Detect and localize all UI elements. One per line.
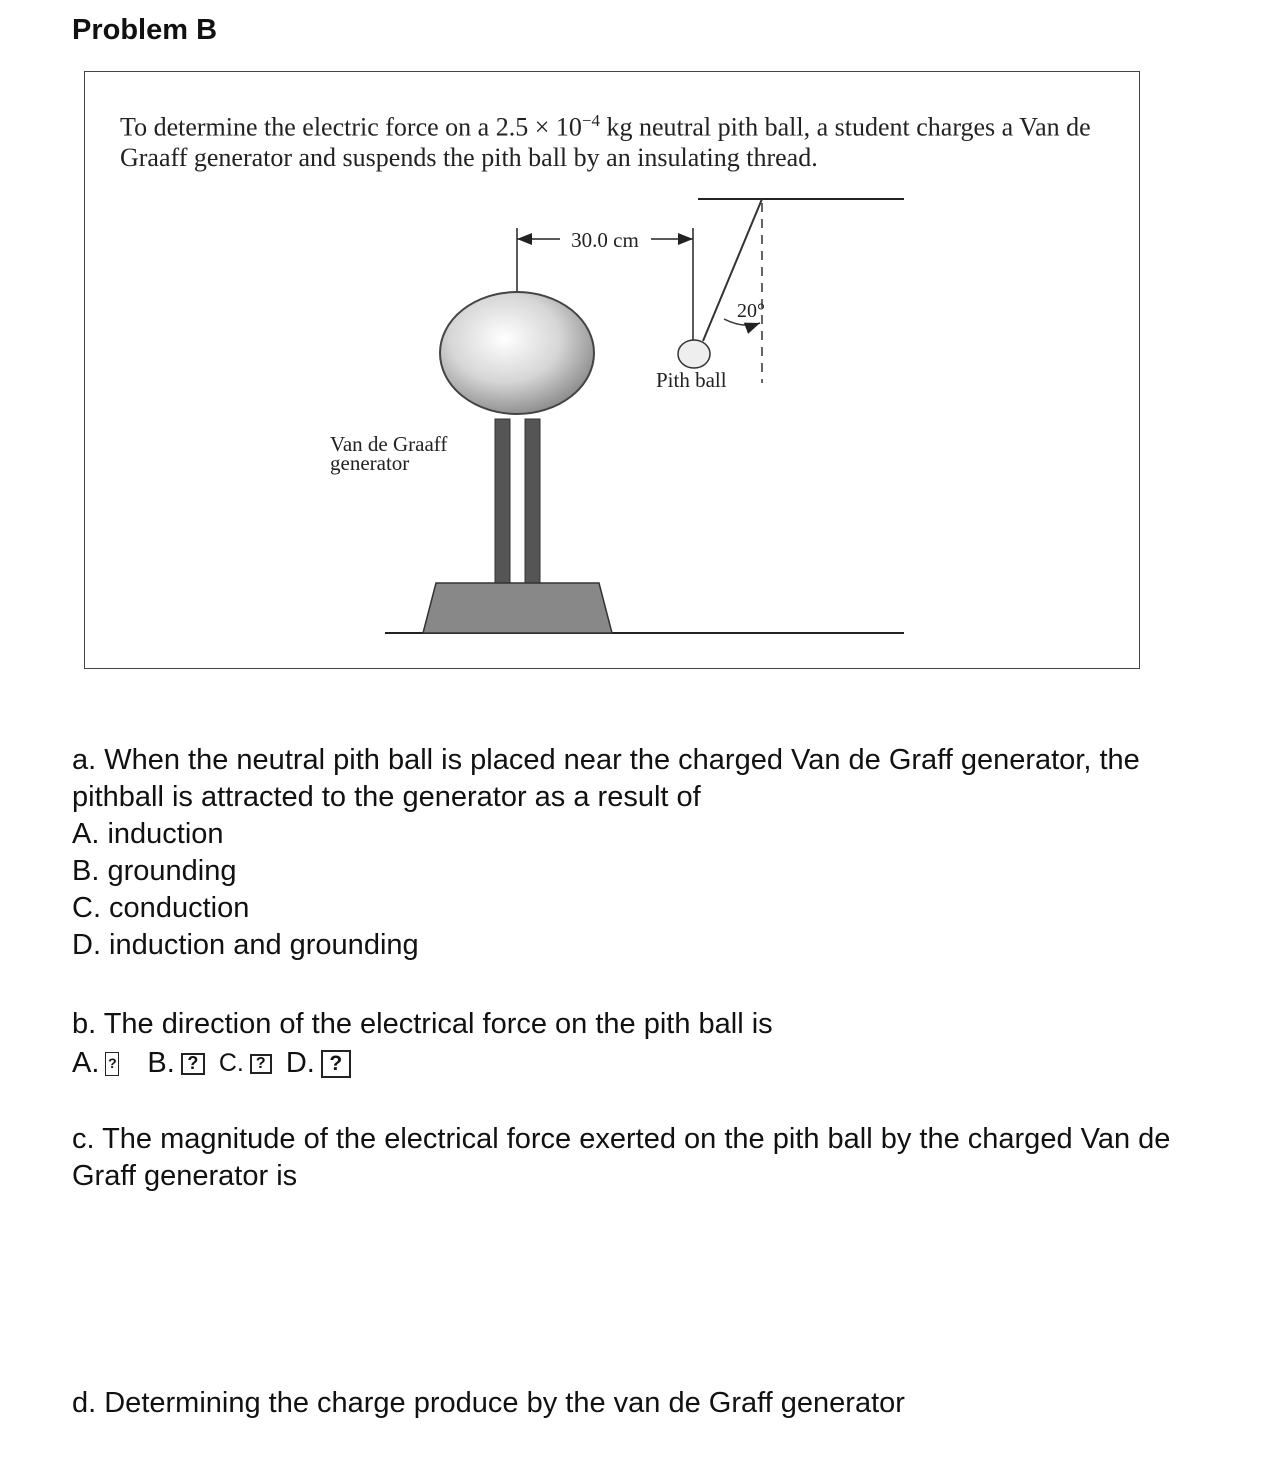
- choice-label: A.: [72, 1047, 100, 1079]
- question-b: [72, 1006, 1212, 1082]
- generator-sphere: [440, 292, 594, 414]
- pith-ball-label: Pith ball: [656, 368, 727, 392]
- generator-base: [423, 583, 612, 633]
- generator-label-line2: generator: [330, 451, 410, 475]
- question-b-choice-c[interactable]: [219, 1045, 272, 1082]
- choice-label: B.: [147, 1047, 175, 1079]
- missing-glyph-icon: ?: [105, 1052, 119, 1076]
- question-a: [72, 742, 1212, 964]
- question-a-prompt: a. When the neutral pith ball is placed near the charged Van de Graff generator, the pithball is attracted to the generator as a result of: [72, 744, 1140, 813]
- missing-glyph-icon: ?: [250, 1054, 272, 1074]
- question-a-option[interactable]: C. conduction: [72, 892, 250, 924]
- missing-glyph-icon: ?: [321, 1050, 351, 1078]
- intro-exponent: −4: [581, 111, 600, 130]
- question-c-prompt: c. The magnitude of the electrical force exerted on the pith ball by the charged Van de Graff generator is: [72, 1123, 1171, 1192]
- choice-label: D.: [285, 1047, 315, 1079]
- intro-part2: kg neutral pith ball, a student charges a Van de Graaff generator and suspends the pith ball by an insulating thread.: [120, 112, 1091, 172]
- question-d-prompt: d. Determining the charge produce by the van de Graff generator: [72, 1387, 905, 1419]
- question-d: [72, 1385, 1212, 1422]
- pith-ball: [678, 340, 710, 368]
- question-c: [72, 1121, 1212, 1195]
- question-a-option[interactable]: D. induction and grounding: [72, 929, 419, 961]
- question-b-choice-a[interactable]: [72, 1045, 119, 1082]
- generator-label-line1: Van de Graaff: [330, 432, 448, 456]
- intro-part1: To determine the electric force on a 2.5 × 10: [120, 112, 582, 142]
- missing-glyph-icon: ?: [181, 1053, 205, 1075]
- question-b-choice-b[interactable]: [147, 1045, 204, 1082]
- question-b-prompt: b. The direction of the electrical force on the pith ball is: [72, 1008, 773, 1040]
- choice-label: C.: [218, 1049, 244, 1077]
- generator-column-left: [495, 419, 510, 583]
- problem-title: Problem B: [72, 14, 218, 46]
- question-a-option[interactable]: B. grounding: [72, 855, 237, 887]
- van-de-graaff-diagram: [84, 71, 1140, 669]
- question-b-choice-d[interactable]: [286, 1045, 351, 1082]
- question-b-choices: [72, 1045, 1212, 1082]
- question-a-option[interactable]: A. induction: [72, 818, 224, 850]
- angle-label: 20°: [737, 300, 765, 322]
- distance-label: 30.0 cm: [571, 228, 639, 252]
- generator-column-right: [525, 419, 540, 583]
